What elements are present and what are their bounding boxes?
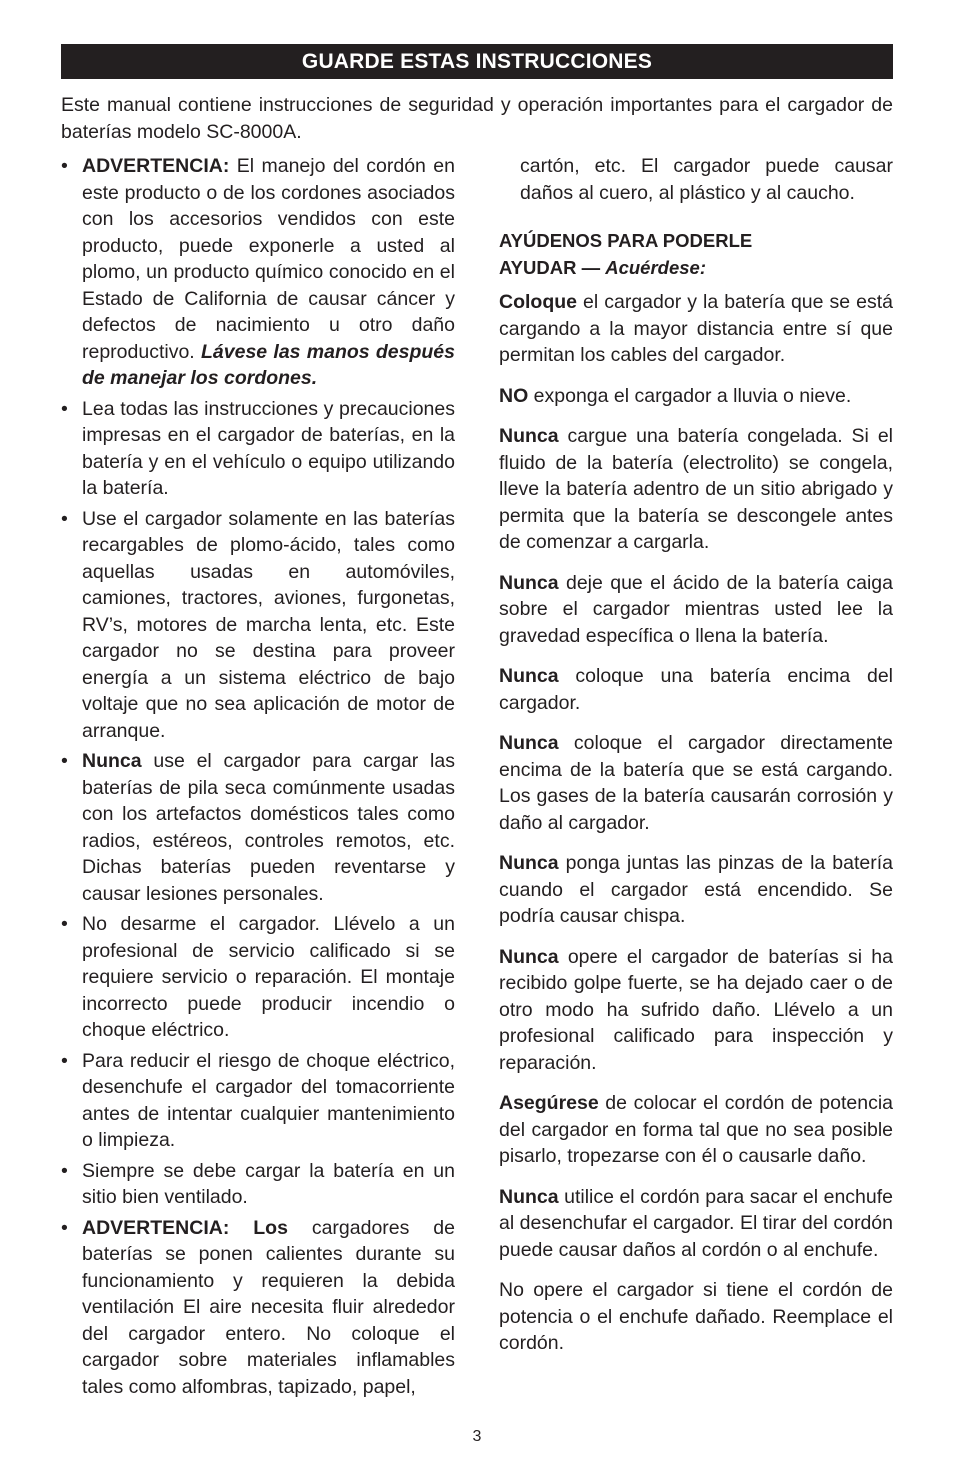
safety-paragraph — [499, 423, 893, 556]
section-banner: GUARDE ESTAS INSTRUCCIONES — [61, 44, 893, 79]
bullet-item — [61, 396, 455, 502]
paragraph-text: el cargador y la batería que se está cargando a la mayor distancia entre sí que permitan los cables del cargador. — [499, 291, 893, 366]
bullet-icon: • — [61, 155, 68, 177]
right-column — [499, 153, 893, 1371]
paragraph-text: coloque una batería encima del cargador. — [499, 665, 893, 714]
bullet-lead: Nunca — [82, 750, 142, 772]
section-heading — [499, 228, 893, 281]
bullet-text: Lea todas las instrucciones y precauciones impresas en el cargador de baterías, en la batería y en el vehículo o equipo utilizando la batería. — [82, 397, 455, 499]
bullet-emphasis: Lávese las manos después de manejar los cordones. — [82, 340, 455, 389]
left-column — [61, 153, 455, 1404]
bullet-text: Siempre se debe cargar la batería en un sitio bien ventilado. — [82, 1159, 455, 1208]
paragraph-lead: Nunca — [499, 1185, 559, 1208]
paragraph-lead: Asegúrese — [499, 1092, 599, 1114]
paragraph-lead: Nunca — [499, 665, 559, 687]
intro-paragraph: Este manual contiene instrucciones de seguridad y operación importantes para el cargador de baterías modelo SC-8000A. — [61, 94, 893, 143]
safety-paragraph — [499, 1090, 893, 1170]
safety-paragraph — [499, 1184, 893, 1264]
paragraph-text: ponga juntas las pinzas de la batería cuando el cargador está encendido. Se podría causar chispa. — [499, 852, 893, 927]
safety-paragraph — [499, 570, 893, 650]
safety-paragraph — [499, 383, 893, 410]
paragraph-lead: Nunca — [499, 852, 559, 874]
paragraph-lead: NO — [499, 384, 529, 407]
paragraph-text: cargue una batería congelada. Si el fluido de la batería (electrolito) se congela, lleve la batería adentro de un sitio abrigado y permita que la batería se descongele antes de comenzar a cargarla. — [499, 425, 893, 553]
bullet-item — [61, 911, 455, 1044]
safety-bullet-list — [61, 153, 455, 1400]
bullet-icon: • — [61, 750, 68, 772]
paragraph-text: No opere el cargador si tiene el cordón de potencia o el enchufe dañado. Reemplace el cordón. — [499, 1279, 893, 1354]
bullet-item — [61, 506, 455, 745]
bullet-icon: • — [61, 507, 68, 530]
bullet-icon: • — [61, 913, 68, 935]
safety-paragraph — [499, 730, 893, 836]
bullet-item — [61, 1158, 455, 1211]
safety-paragraph — [499, 850, 893, 930]
bullet-item — [61, 153, 455, 392]
bullet-text: El manejo del cordón en este producto o de los cordones asociados con los accesorios vendidos con este producto, puede exponerle a usted al plomo, un producto químico conocido en el Estado de California de causar cáncer y defectos de nacimiento u otro daño reproductivo. — [82, 155, 455, 363]
bullet-lead: ADVERTENCIA: Los — [82, 1216, 288, 1239]
bullet-text: Para reducir el riesgo de choque eléctrico, desenchufe el cargador del tomacorriente antes de intentar cualquier mantenimiento o limpieza. — [82, 1049, 455, 1151]
safety-paragraph — [499, 289, 893, 369]
heading-line-2-bold: AYUDAR — — [499, 256, 606, 278]
paragraph-text: utilice el cordón para sacar el enchufe al desenchufar el cargador. El tirar del cordón puede causar daños al cordón o al enchufe. — [499, 1185, 893, 1261]
bullet-icon: • — [61, 1216, 68, 1239]
paragraph-text: deje que el ácido de la batería caiga sobre el cargador mientras usted lee la gravedad específica o llena la batería. — [499, 571, 893, 647]
paragraph-lead: Nunca — [499, 571, 559, 594]
paragraph-text: opere el cargador de baterías si ha recibido golpe fuerte, se ha dejado caer o de otro modo ha sufrido daño. Llévelo a un profesional calificado para inspección y reparación. — [499, 945, 893, 1074]
paragraph-text: exponga el cargador a lluvia o nieve. — [528, 384, 852, 407]
continued-bullet-text: cartón, etc. El cargador puede causar daños al cuero, al plástico y al caucho. — [520, 155, 893, 204]
bullet-item — [61, 1048, 455, 1154]
bullet-lead: ADVERTENCIA: — [82, 155, 230, 177]
bullet-text: use el cargador para cargar las baterías de pila seca comúnmente usadas con los artefactos domésticos tales como radios, estéreos, controles remotos, etc. Dichas baterías pueden reventarse y causar lesiones personales. — [82, 750, 455, 905]
page-number: 3 — [472, 1428, 482, 1445]
paragraph-lead: Coloque — [499, 291, 577, 313]
bullet-icon: • — [61, 397, 68, 420]
paragraph-lead: Nunca — [499, 945, 559, 968]
bullet-text: Use el cargador solamente en las baterías recargables de plomo-ácido, tales como aquellas usadas en automóviles, camiones, tractores, aviones, furgonetas, RV’s, motores de marcha lenta, etc. Este cargador no se destina para proveer energía a un sistema eléctrico de bajo voltaje que no sea aplicación de motor de arranque. — [82, 507, 455, 742]
bullet-icon: • — [61, 1159, 68, 1182]
safety-paragraph — [499, 663, 893, 716]
safety-paragraph — [499, 1277, 893, 1357]
heading-line-1: AYÚDENOS PARA PODERLE — [499, 230, 753, 251]
bullet-item — [61, 748, 455, 907]
bullet-item — [61, 1215, 455, 1401]
bullet-icon: • — [61, 1049, 68, 1072]
bullet-text: No desarme el cargador. Llévelo a un profesional de servicio calificado si se requiere servicio o reparación. El montaje incorrecto puede producir incendio o choque eléctrico. — [82, 913, 455, 1041]
paragraph-text: de colocar el cordón de potencia del cargador en forma tal que no sea posible pisarlo, tropezarse con él o causarle daño. — [499, 1092, 893, 1167]
safety-paragraph — [499, 944, 893, 1077]
paragraph-lead: Nunca — [499, 732, 559, 754]
paragraph-text: coloque el cargador directamente encima de la batería que se está cargando. Los gases de la batería causarán corrosión y daño al cargador. — [499, 732, 893, 834]
heading-line-2-italic: Acuérdese: — [605, 256, 706, 278]
bullet-text: cargadores de baterías se ponen calientes durante su funcionamiento y requieren la debida ventilación El aire necesita fluir alrededor del cargador entero. No coloque el cargador sobre materiales inflamables tales como alfombras, tapizado, papel, — [82, 1216, 455, 1398]
paragraph-lead: Nunca — [499, 425, 559, 447]
